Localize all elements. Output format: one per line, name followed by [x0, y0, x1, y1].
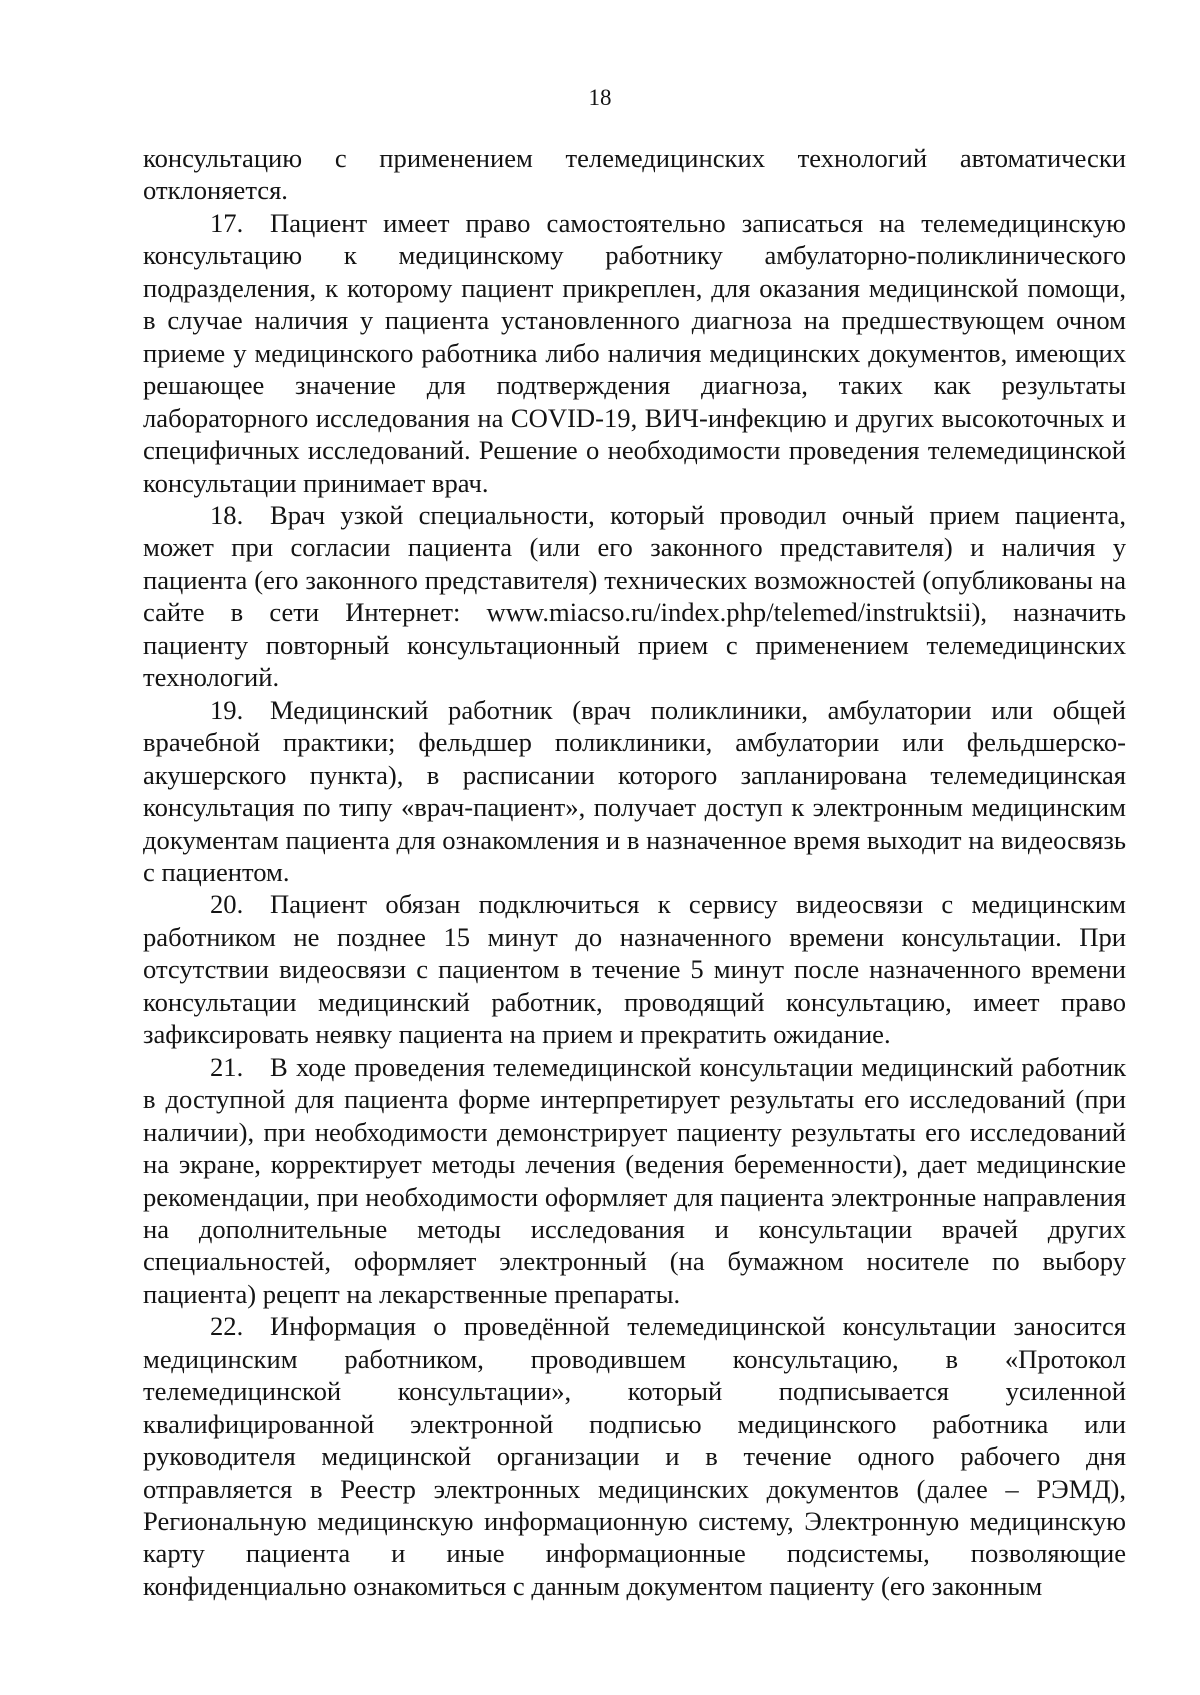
document-body [143, 142, 1126, 1602]
paragraph-number: 21. [210, 1051, 244, 1082]
paragraph-continuation [143, 142, 1126, 207]
paragraph-text: Врач узкой специальности, который проводил очный прием пациента, может при согласии пациента (или его законного представителя) и наличия у пациента (его законного представителя) технических возможностей (опубликованы на сайте в сети Интернет: www.miacso.ru/index.php/telemed/instruktsii), назначить пациенту повторный консультационный прием с применением телемедицинских технологий. [143, 499, 1126, 693]
paragraph-21 [143, 1051, 1126, 1311]
paragraph-17 [143, 207, 1126, 499]
paragraph-text: В ходе проведения телемедицинской консультации медицинский работник в доступной для пациента форме интерпретирует результаты его исследований (при наличии), при необходимости демонстрирует пациенту результаты его исследований на экране, корректирует методы лечения (ведения беременности), дает медицинские рекомендации, при необходимости оформляет для пациента электронные направления на дополнительные методы исследования и консультации врачей других специальностей, оформляет электронный (на бумажном носителе по выбору пациента) рецепт на лекарственные препараты. [143, 1051, 1126, 1309]
paragraph-text: Пациент имеет право самостоятельно записаться на телемедицинскую консультацию к медицинскому работнику амбулаторно-поликлинического подразделения, к которому пациент прикреплен, для оказания медицинской помощи, в случае наличия у пациента установленного диагноза на предшествующем очном приеме у медицинского работника либо наличия медицинских документов, имеющих решающее значение для подтверждения диагноза, таких как результаты лабораторного исследования на COVID-19, ВИЧ-инфекцию и других высокоточных и специфичных исследований. Решение о необходимости проведения телемедицинской консультации принимает врач. [143, 207, 1126, 498]
paragraph-text: консультацию с применением телемедицинских технологий автоматически отклоняется. [143, 143, 1126, 206]
paragraph-text: Медицинский работник (врач поликлиники, амбулатории или общей врачебной практики; фельдшер поликлиники, амбулатории или фельдшерско-акушерского пункта), в расписании которого запланирована телемедицинская консультация по типу «врач-пациент», получает доступ к электронным медицинским документам пациента для ознакомления и в назначенное время выходит на видеосвязь с пациентом. [143, 694, 1126, 887]
paragraph-number: 18. [210, 499, 244, 530]
paragraph-22 [143, 1310, 1126, 1602]
paragraph-20 [143, 888, 1126, 1050]
paragraph-number: 22. [210, 1311, 244, 1342]
paragraph-18 [143, 499, 1126, 694]
paragraph-19 [143, 694, 1126, 889]
paragraph-number: 19. [210, 694, 244, 725]
paragraph-number: 20. [210, 889, 244, 920]
paragraph-number: 17. [210, 207, 244, 238]
paragraph-text: Пациент обязан подключиться к сервису видеосвязи с медицинским работником не позднее 15 минут до назначенного времени консультации. При отсутствии видеосвязи с пациентом в течение 5 минут после назначенного времени консультации медицинский работник, проводящий консультацию, имеет право зафиксировать неявку пациента на прием и прекратить ожидание. [143, 889, 1126, 1050]
paragraph-text: Информация о проведённой телемедицинской консультации заносится медицинским работником, проводившем консультацию, в «Протокол телемедицинской консультации», который подписывается усиленной квалифицированной электронной подписью медицинского работника или руководителя медицинской организации и в течение одного рабочего дня отправляется в Реестр электронных медицинских документов (далее – РЭМД), Региональную медицинскую информационную систему, Электронную медицинскую карту пациента и иные информационные подсистемы, позволяющие конфиденциально ознакомиться с данным документом пациенту (его законным [143, 1311, 1126, 1601]
page-number: 18 [588, 85, 612, 110]
